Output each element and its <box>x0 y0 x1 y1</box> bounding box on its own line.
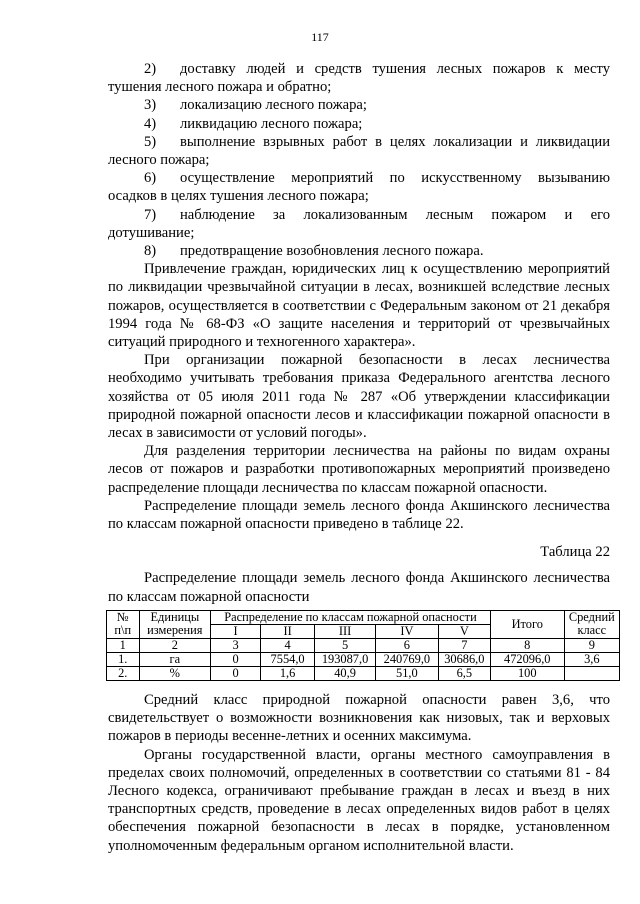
fire-danger-table <box>106 610 620 681</box>
header-avg-line2: класс <box>577 623 607 638</box>
paragraph: Органы государственной власти, органы местного самоуправления в пределах своих полномочий, определенных в соответствии со статьями 81 - 84 Лесного кодекса, ограничивают пребывание граждан в лесах и въезд в них транспортных средств, проведение в лесах определенных видов работ в целях обеспечения пожарной безопасности в лесах в порядке, установленном уполномоченным федеральным органом исполнительной власти. <box>108 746 610 854</box>
paragraph: Привлечение граждан, юридических лиц к осуществлению мероприятий по ликвидации чрезвычайной ситуации в лесах, возникшей вследствие лесных пожаров, осуществляется в соответствии с Федеральным законом от 21 декабря 1994 года № 68-ФЗ «О защите населения и территорий от чрезвычайных ситуаций природного и техногенного характера». <box>108 261 610 351</box>
table-cell-avg <box>564 666 619 680</box>
column-number-cell: 9 <box>564 638 619 652</box>
table-cell-total: 100 <box>490 666 564 680</box>
table-caption: Распределение площади земель лесного фонда Акшинского лесничества по классам пожарной опасности <box>108 570 610 605</box>
header-avg-line1: Средний <box>568 610 615 625</box>
list-item-number: 2) <box>144 61 157 77</box>
column-number-cell: 5 <box>315 638 376 652</box>
table-column-numbers-row <box>107 638 620 652</box>
list-item <box>108 169 610 205</box>
list-item-text: наблюдение за локализованным лесным пожаром и его дотушивание; <box>108 206 610 241</box>
list-item-number: 3) <box>144 97 157 114</box>
table-cell-value: 6,5 <box>438 666 490 680</box>
list-item <box>108 115 610 133</box>
table-cell-avg: 3,6 <box>564 652 619 666</box>
table-cell-value: 240769,0 <box>375 652 438 666</box>
list-item-number: 4) <box>144 115 157 132</box>
paragraph: При организации пожарной безопасности в лесах лесничества необходимо учитывать требования приказа Федерального агентства лесного хозяйства от 05 июля 2011 года № 287 «Об утверждении классификации природной пожарной опасности лесов и классификации пожарной опасности в лесах в зависимости от условий погоды». <box>108 352 610 442</box>
table-header-row <box>107 610 620 624</box>
table-cell-value: 1,6 <box>260 666 314 680</box>
list-item-text: выполнение взрывных работ в целях локализации и ликвидации лесного пожара; <box>108 133 610 169</box>
table-cell-unit: % <box>139 666 211 680</box>
column-number-cell: 2 <box>139 638 211 652</box>
header-cell-avg <box>564 610 619 638</box>
table-cell-num: 1. <box>107 652 140 666</box>
header-cell-num <box>107 610 140 638</box>
table-cell-value: 193087,0 <box>315 652 376 666</box>
table-cell-value: 0 <box>211 652 261 666</box>
column-number-cell: 1 <box>107 638 140 652</box>
table-row <box>107 652 620 666</box>
table-cell-value: 30686,0 <box>438 652 490 666</box>
column-number-cell: 8 <box>490 638 564 652</box>
column-number-cell: 7 <box>438 638 490 652</box>
list-item <box>108 133 610 169</box>
list-item-number: 7) <box>144 206 157 223</box>
header-num-line2: п\п <box>114 623 132 638</box>
list-item <box>108 96 610 114</box>
table-cell-value: 0 <box>211 666 261 680</box>
list-item-text: предотвращение возобновления лесного пожара. <box>180 243 484 260</box>
column-number-cell: 4 <box>260 638 314 652</box>
page-number: 117 <box>311 30 329 44</box>
table-cell-num: 2. <box>107 666 140 680</box>
table-cell-value: 51,0 <box>375 666 438 680</box>
list-item-text: локализацию лесного пожара; <box>180 97 367 114</box>
table-cell-value: 40,9 <box>315 666 376 680</box>
list-item-number: 8) <box>144 243 157 260</box>
header-cell-distribution: Распределение по классам пожарной опасности <box>211 610 491 624</box>
table-cell-unit: га <box>139 652 211 666</box>
paragraph: Для разделения территории лесничества на районы по видам охраны лесов от пожаров и разработки противопожарных мероприятий произведено распределение площади лесничества по классам пожарной опасности. <box>108 443 610 496</box>
paragraph: Средний класс природной пожарной опасности равен 3,6, что свидетельствует о возможности возникновения как низовых, так и верховых пожаров в периоды весенне-летних и осенних максимума. <box>108 691 610 745</box>
header-units-line1: Единицы <box>150 610 200 625</box>
header-cell-total: Итого <box>490 610 564 638</box>
column-number-cell: 3 <box>211 638 261 652</box>
list-item-number: 6) <box>144 170 157 187</box>
list-item-text: ликвидацию лесного пожара; <box>180 115 363 132</box>
list-item-text: осуществление мероприятий по искусственному вызыванию осадков в целях тушения лесного пожара; <box>108 170 610 205</box>
table-label: Таблица 22 <box>540 544 610 561</box>
table-cell-value: 7554,0 <box>260 652 314 666</box>
list-item-number: 5) <box>144 133 157 150</box>
column-number-cell: 6 <box>375 638 438 652</box>
document-body <box>108 60 615 855</box>
header-class-cell: I <box>211 624 261 638</box>
header-cell-units <box>139 610 211 638</box>
list-item-text: доставку людей и средств тушения лесных пожаров к месту тушения лесного пожара и обратно; <box>108 61 610 96</box>
paragraph: Распределение площади земель лесного фонда Акшинского лесничества по классам пожарной опасности приведено в таблице 22. <box>108 497 610 533</box>
table-cell-total: 472096,0 <box>490 652 564 666</box>
list-item <box>108 60 610 96</box>
table-row <box>107 666 620 680</box>
header-class-cell: II <box>260 624 314 638</box>
list-item <box>108 242 610 260</box>
header-units-line2: измерения <box>147 623 203 638</box>
header-num-line1: № <box>116 610 129 625</box>
list-item <box>108 206 610 242</box>
header-class-cell: IV <box>375 624 438 638</box>
header-class-cell: III <box>315 624 376 638</box>
header-class-cell: V <box>438 624 490 638</box>
